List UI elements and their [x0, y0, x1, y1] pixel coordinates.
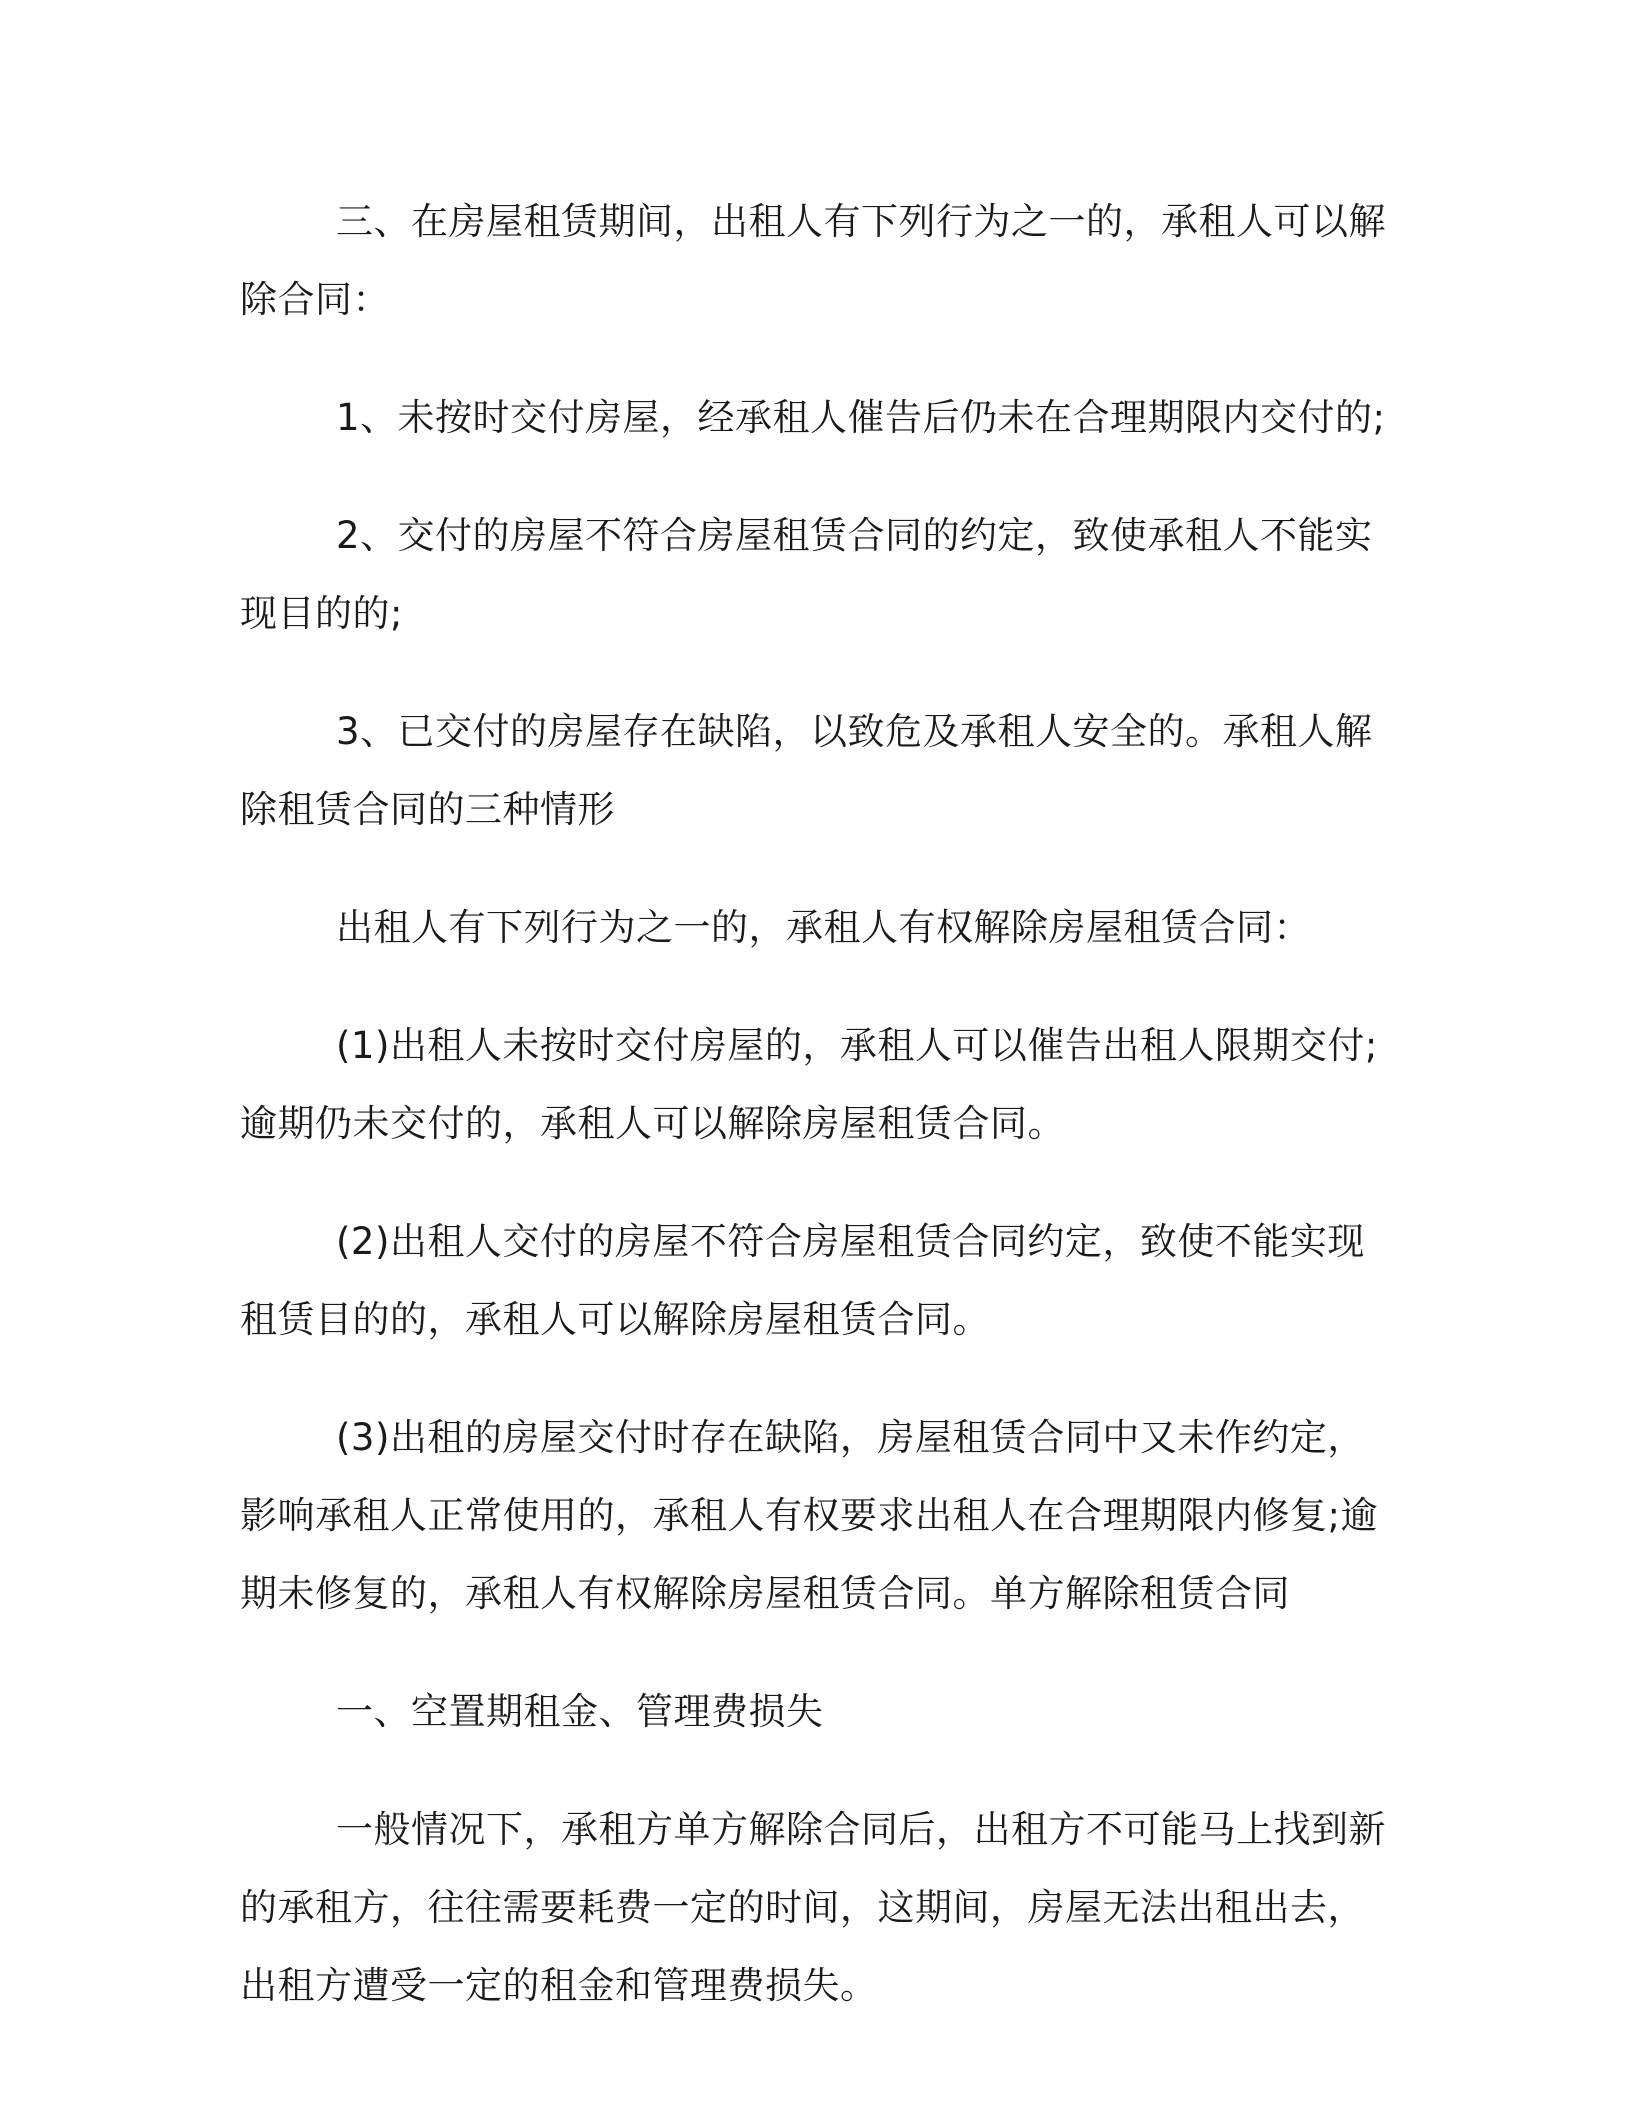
paragraph-item-1: 1、未按时交付房屋，经承租人催告后仍未在合理期限内交付的; [336, 396, 1386, 439]
document-body [240, 183, 1400, 2065]
paragraph-vacancy-loss-heading: 一、空置期租金、管理费损失 [336, 1690, 824, 1733]
paragraph-item-2: 2、交付的房屋不符合房屋租赁合同的约定，致使承租人不能实现目的的; [240, 514, 1373, 635]
paragraph-lessor-behaviors: 出租人有下列行为之一的，承租人有权解除房屋租赁合同： [336, 906, 1311, 949]
paragraph-termination-rights-intro: 三、在房屋租赁期间，出租人有下列行为之一的，承租人可以解除合同： [240, 200, 1386, 321]
paragraph-case-2: (2)出租人交付的房屋不符合房屋租赁合同约定，致使不能实现租赁目的的，承租人可以解除房屋租赁合同。 [240, 1220, 1365, 1341]
paragraph-case-3: (3)出租的房屋交付时存在缺陷，房屋租赁合同中又未作约定，影响承租人正常使用的，承租人有权要求出租人在合理期限内修复;逾期未修复的，承租人有权解除房屋租赁合同。单方解除租赁合同 [240, 1416, 1378, 1615]
paragraph-vacancy-loss-detail: 一般情况下，承租方单方解除合同后，出租方不可能马上找到新的承租方，往往需要耗费一定的时间，这期间，房屋无法出租出去，出租方遭受一定的租金和管理费损失。 [240, 1808, 1386, 2007]
paragraph-item-3: 3、已交付的房屋存在缺陷，以致危及承租人安全的。承租人解除租赁合同的三种情形 [240, 710, 1373, 831]
paragraph-case-1: (1)出租人未按时交付房屋的，承租人可以催告出租人限期交付;逾期仍未交付的，承租人可以解除房屋租赁合同。 [240, 1024, 1378, 1145]
